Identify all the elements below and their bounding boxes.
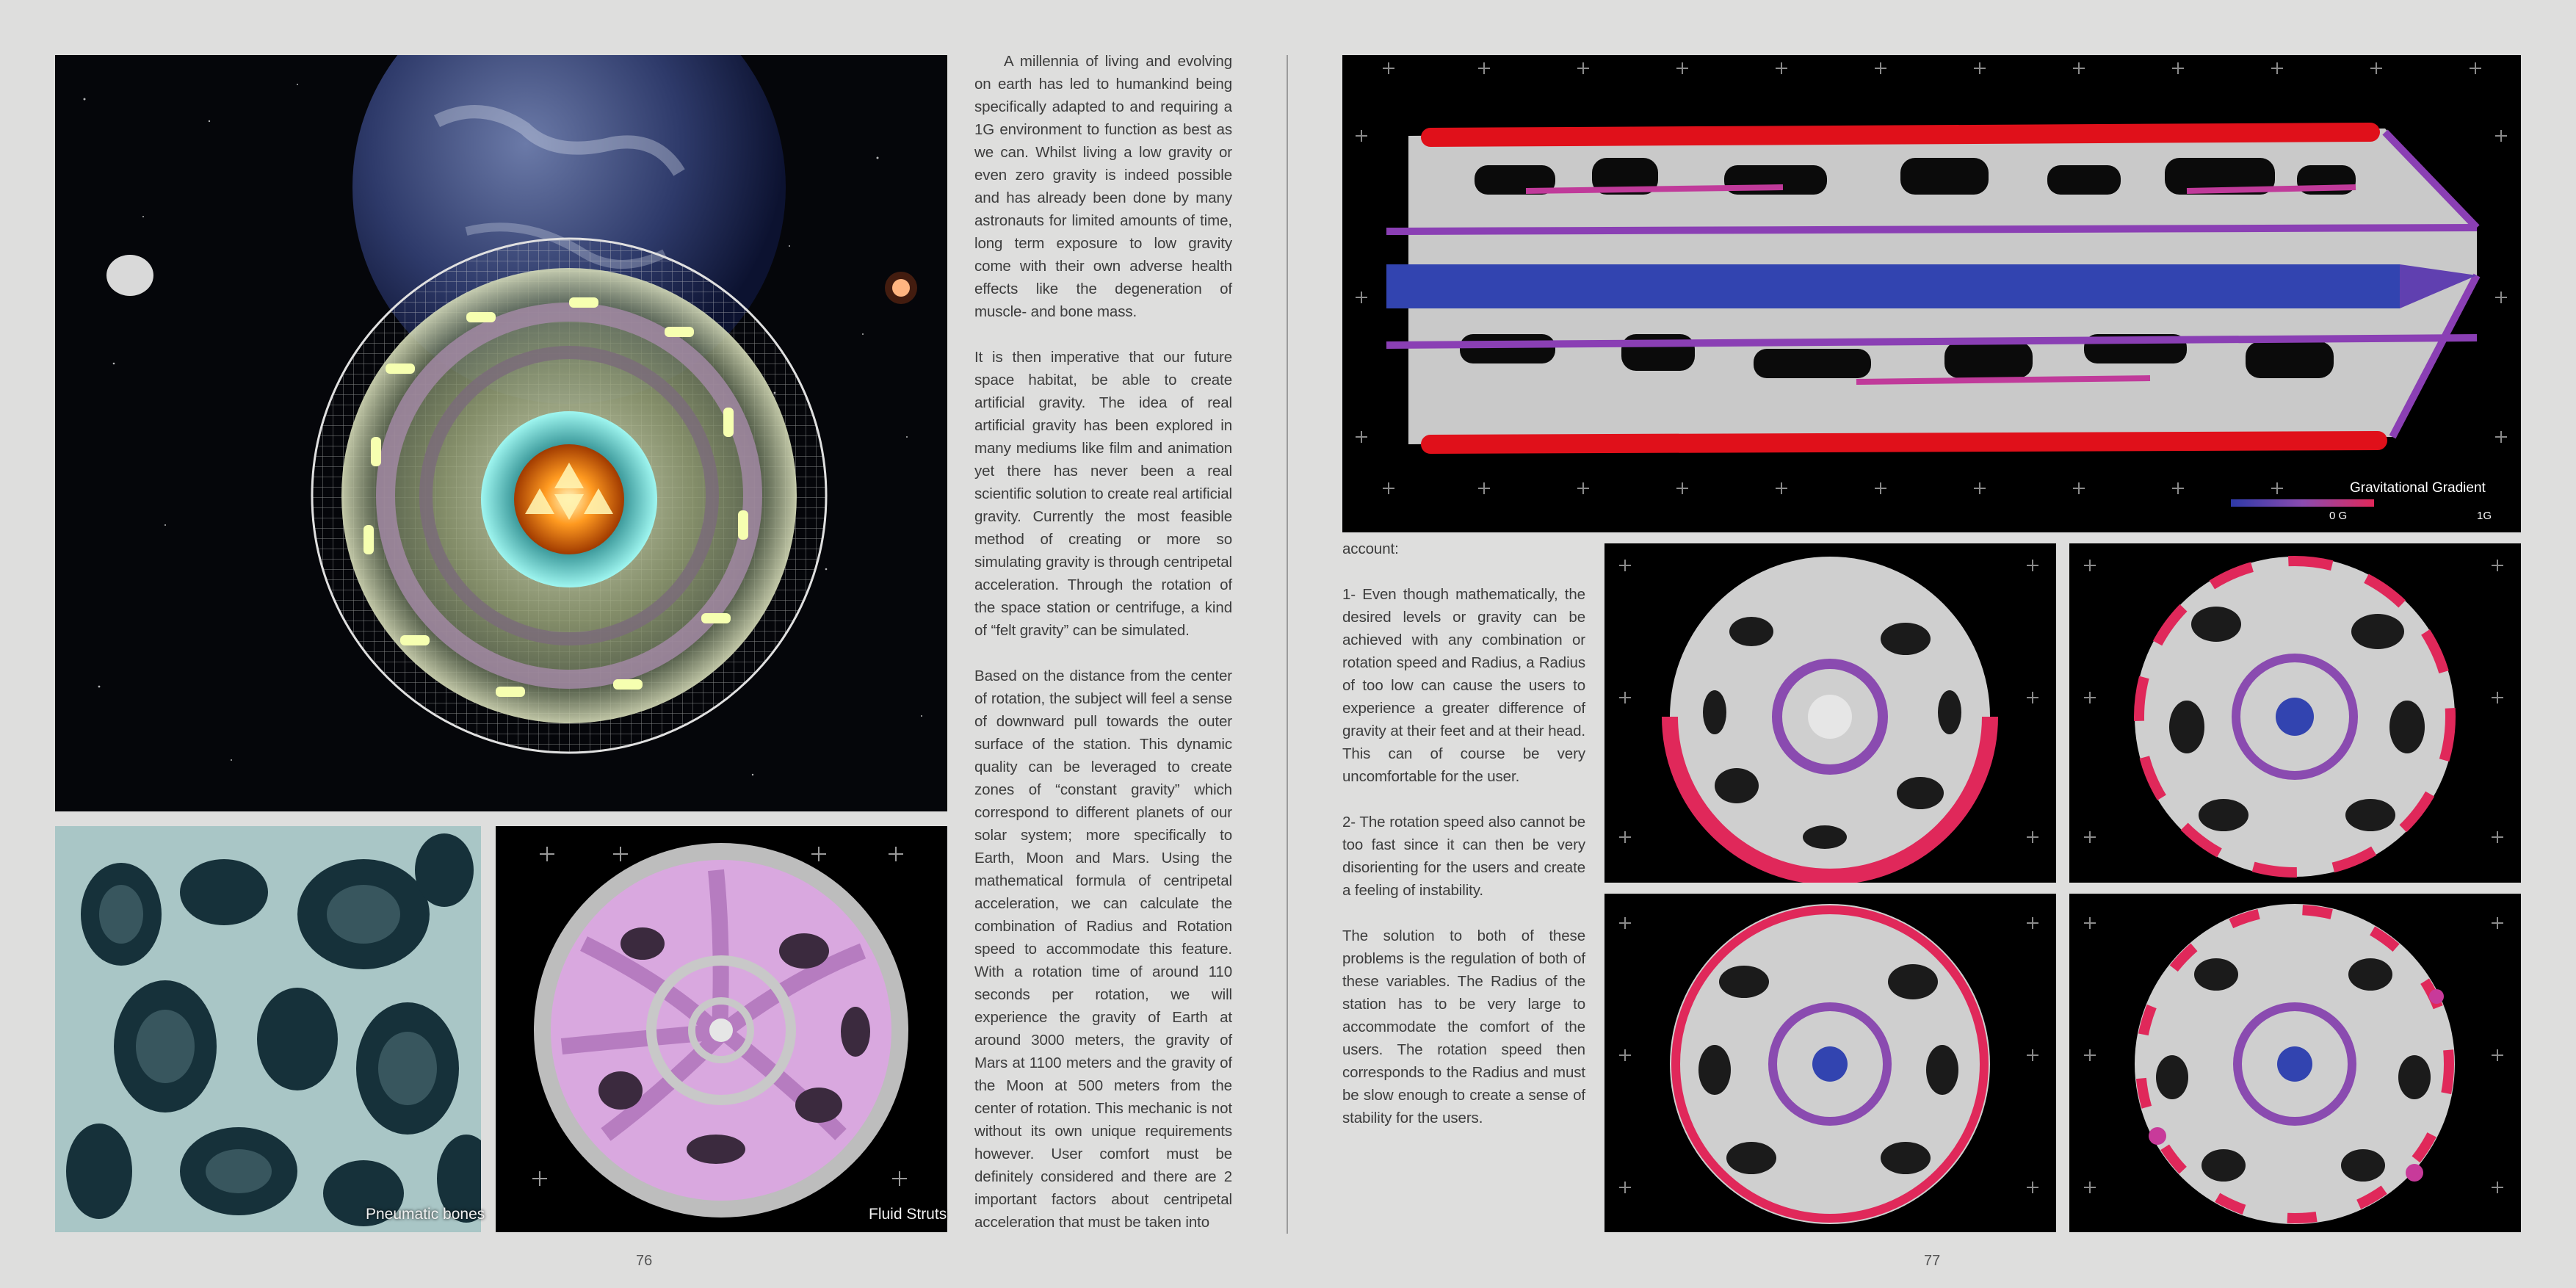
right-text-column	[1342, 538, 1585, 1152]
legend-max-label: 1G	[2477, 510, 2492, 522]
legend-min-label: 0 G	[2329, 510, 2348, 522]
left-paragraph-1: A millennia of living and evolving on earth has led to humankind being specifically adapted to and requiring a 1G environment to function as best as we can. Whilst living a low gravity or even zero gravity is indeed possible and has already been done by many astronauts for limited amounts of time, long term exposure to low gravity come with their own adverse health effects like the degeneration of muscle- and bone mass.	[974, 53, 1232, 320]
page-number-right: 77	[1924, 1253, 1941, 1269]
page-divider	[1287, 55, 1288, 1234]
left-paragraph-2: It is then imperative that our future space habitat, be able to create artificial gravity. The idea of real artificial gravity has been explored in many mediums like film and animation yet there has never been a real scientific solution to create real artificial gravity. Currently the most feasible method of creating or more so simulating gravity is through centripetal acceleration. Through the rotation of the space station or centrifuge, a kind of “felt gravity” can be simulated.	[974, 349, 1232, 639]
caption-pneumatic-bones: Pneumatic bones	[366, 1206, 485, 1223]
right-paragraph-1: account:	[1342, 540, 1399, 557]
ring-render-4	[2069, 894, 2521, 1232]
ring-render-2	[2069, 543, 2521, 883]
right-paragraph-3: 2- The rotation speed also cannot be too fast since it can then be very disorienting for the users and create a feeling of instability.	[1342, 814, 1585, 899]
pneumatic-bones-image	[55, 826, 481, 1232]
right-paragraph-2: 1- Even though mathematically, the desired levels or gravity can be achieved with any combination or rotation speed and Radius, a Radius of too low can cause the users to experience a greater difference of gravity at their feet and at their head. This can of course be very uncomfortable for the user.	[1342, 586, 1585, 785]
ring-render-3	[1604, 894, 2056, 1232]
left-paragraph-3: Based on the distance from the center of rotation, the subject will feel a sense of downward pull towards the outer surface of the station. This dynamic quality can be leveraged to create zones of “constant gravity” which correspond to different planets of our solar system; more specifically to Earth, Moon and Mars. Using the mathematical formula of centripetal acceleration, we can calculate the combination of Radius and Rotation speed to accommodate this feature. With a rotation time of around 110 seconds per rotation, we will experience the gravity of Earth at around 3000 meters, the gravity of Mars at 1100 meters and the gravity of the Moon at 500 meters from the center of rotation. This mechanic is not without its own unique requirements however. User comfort must be definitely considered and there are 2 important factors about centripetal acceleration that must be taken into	[974, 667, 1232, 1231]
legend-title: Gravitational Gradient	[2350, 480, 2486, 496]
caption-fluid-struts: Fluid Struts	[869, 1206, 947, 1223]
gravity-gradient-section-render	[1342, 55, 2521, 532]
page-number-left: 76	[636, 1253, 653, 1269]
habitat-render	[55, 55, 947, 811]
ring-render-1	[1604, 543, 2056, 883]
fluid-struts-render	[496, 826, 947, 1232]
left-text-column	[974, 50, 1232, 1256]
right-paragraph-4: The solution to both of these problems is the regulation of both of these variables. The Radius of the station has to be very large to accommodate the comfort of the users. The rotation speed then corresponds to the Radius and must be slow enough to create a sense of stability for the users.	[1342, 927, 1585, 1126]
